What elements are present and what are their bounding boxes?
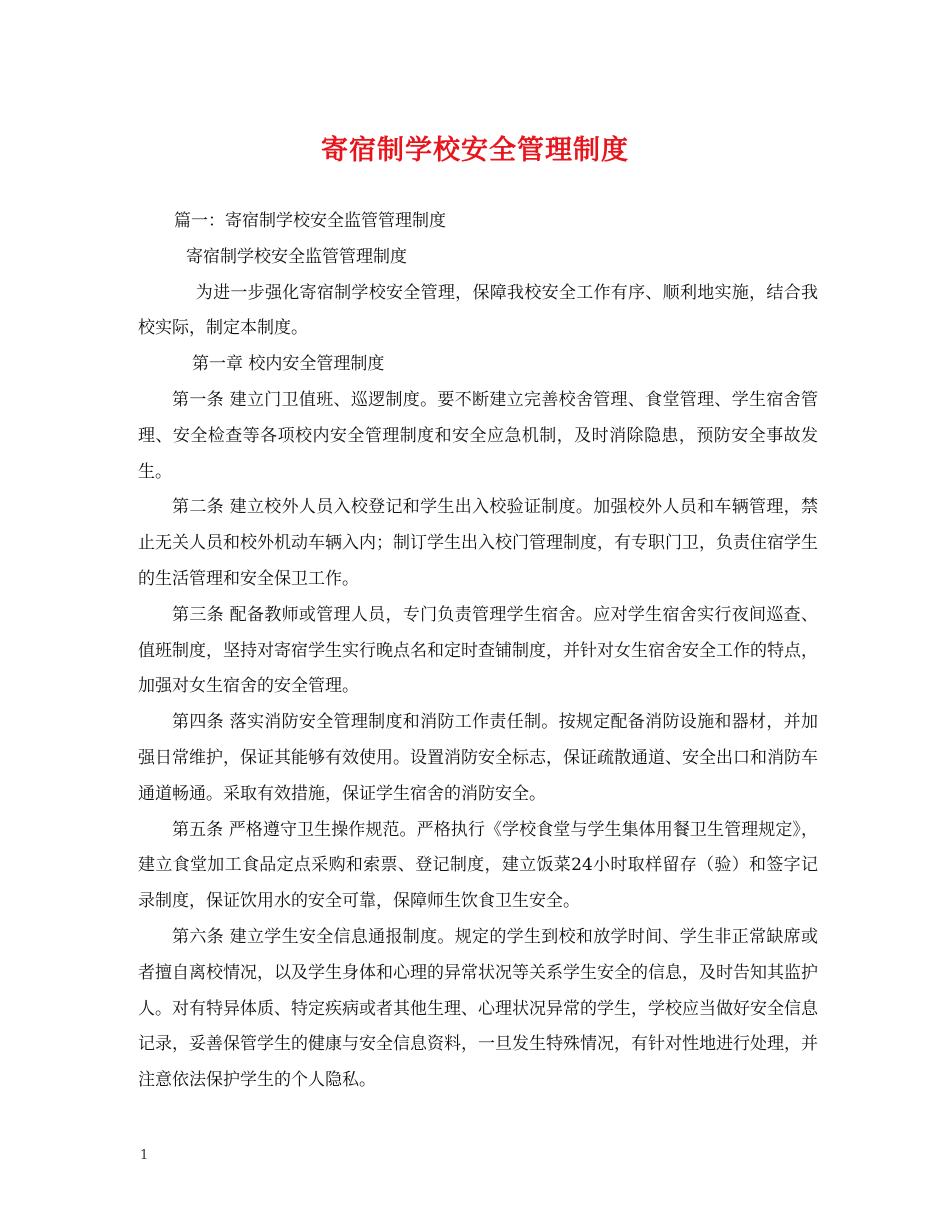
document-body — [138, 204, 818, 1099]
section-heading: 篇一：寄宿制学校安全监管管理制度 — [174, 211, 446, 231]
page-number: 1 — [140, 1148, 149, 1163]
article-paragraph: 第四条 落实消防安全管理制度和消防工作责任制。按规定配备消防设施和器材，并加强日常维护，保证其能够有效使用。设置消防安全标志，保证疏散通道、安全出口和消防车通道畅通。采取有效措施，保证学生宿舍的消防安全。 — [138, 712, 818, 804]
article-paragraph: 第一条 建立门卫值班、巡逻制度。要不断建立完善校舍管理、食堂管理、学生宿舍管理、安全检查等各项校内安全管理制度和安全应急机制，及时消除隐患，预防安全事故发生。 — [138, 389, 818, 482]
subsection-heading: 寄宿制学校安全监管管理制度 — [186, 246, 407, 267]
article-paragraph: 第六条 建立学生安全信息通报制度。规定的学生到校和放学时间、学生非正常缺席或者擅自离校情况，以及学生身体和心理的异常状况等关系学生安全的信息，及时告知其监护人。对有特异体质、特定疾病或者其他生理、心理状况异常的学生，学校应当做好安全信息记录，妥善保管学生的健康与安全信息资料，一旦发生特殊情况，有针对性地进行处理，并注意依法保护学生的个人隐私。 — [138, 926, 818, 1091]
article-paragraph: 第五条 严格遵守卫生操作规范。严格执行《学校食堂与学生集体用餐卫生管理规定》，建立食堂加工食品定点采购和索票、登记制度，建立饭菜24小时取样留存（验）和签字记录制度，保证饮用水的安全可靠，保障师生饮食卫生安全。 — [138, 819, 818, 912]
intro-paragraph: 为进一步强化寄宿制学校安全管理，保障我校安全工作有序、顺利地实施，结合我校实际，制定本制度。 — [138, 282, 818, 339]
chapter-heading: 第一章 校内安全管理制度 — [192, 354, 385, 375]
article-paragraph: 第二条 建立校外人员入校登记和学生出入校验证制度。加强校外人员和车辆管理，禁止无关人员和校外机动车辆入内；制订学生出入校门管理制度，有专职门卫，负责住宿学生的生活管理和安全保卫工作。 — [138, 497, 818, 589]
article-paragraph: 第三条 配备教师或管理人员，专门负责管理学生宿舍。应对学生宿舍实行夜间巡查、值班制度，坚持对寄宿学生实行晚点名和定时查铺制度，并针对女生宿舍安全工作的特点，加强对女生宿舍的安全管理。 — [138, 604, 818, 697]
document-title: 寄宿制学校安全管理制度 — [321, 135, 629, 166]
